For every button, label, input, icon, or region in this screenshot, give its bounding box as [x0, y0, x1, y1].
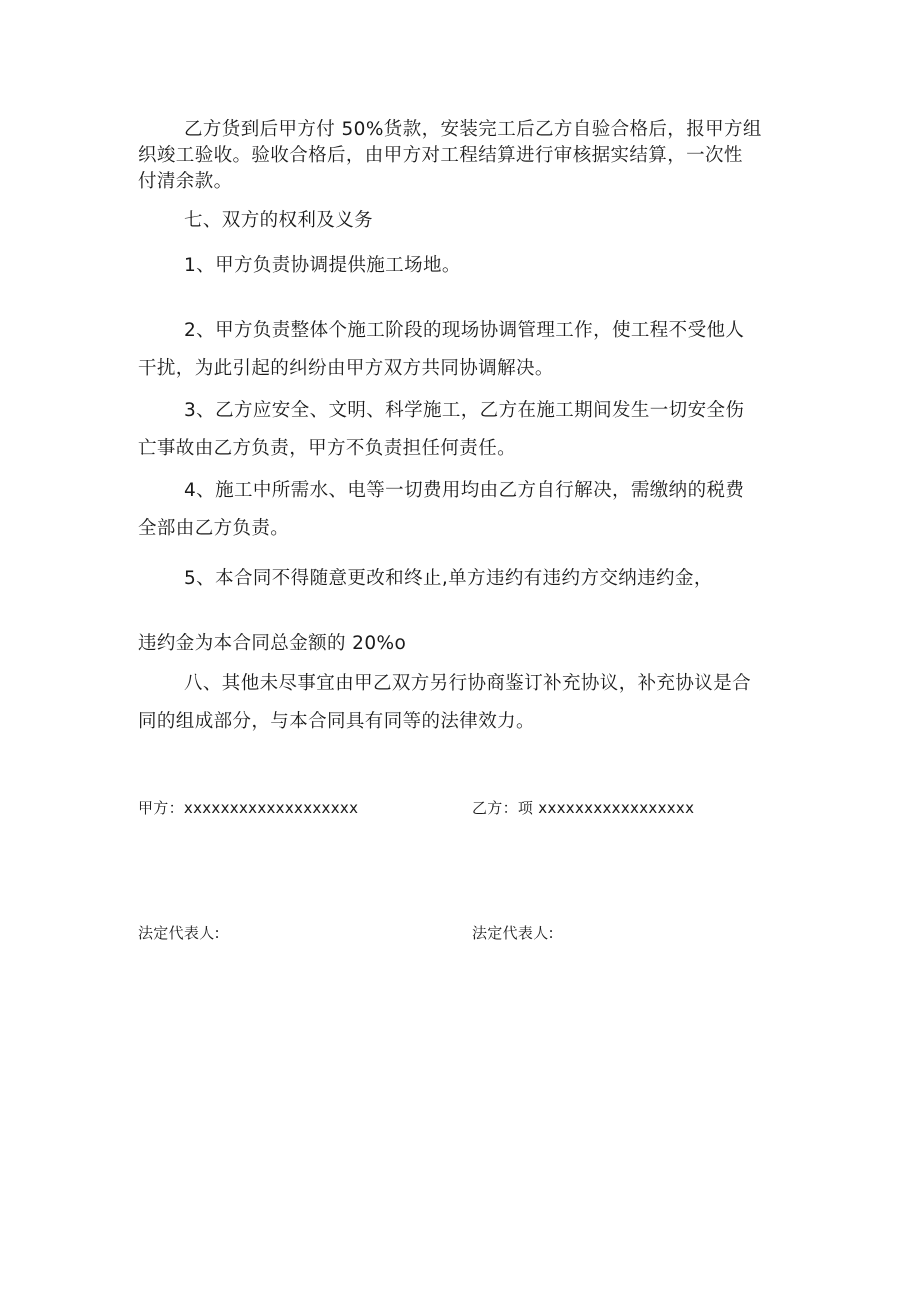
text-line: 乙方货到后甲方付 50%货款，安装完工后乙方自验合格后，报甲方组 — [184, 119, 762, 140]
text-line: 付清余款。 — [138, 171, 233, 192]
text-line: 3、乙方应安全、文明、科学施工，乙方在施工期间发生一切安全伤 — [184, 400, 745, 421]
clause-4 — [138, 478, 784, 542]
text-line: 亡事故由乙方负责，甲方不负责担任何责任。 — [138, 438, 517, 459]
payment-terms-paragraph — [138, 117, 784, 195]
party-a-signature-label: 甲方：xxxxxxxxxxxxxxxxxxx — [138, 799, 359, 817]
text-line: 同的组成部分，与本合同具有同等的法律效力。 — [138, 711, 535, 732]
text-line: 干扰，为此引起的纠纷由甲方双方共同协调解决。 — [138, 358, 554, 379]
text-line: 5、本合同不得随意更改和终止,单方违约有违约方交纳违约金， — [184, 568, 713, 589]
section-7-heading — [138, 208, 784, 234]
text-line: 4、施工中所需水、电等一切费用均由乙方自行解决，需缴纳的税费 — [184, 480, 745, 501]
clause-1 — [138, 253, 784, 279]
text-line: 2、甲方负责整体个施工阶段的现场协调管理工作，使工程不受他人 — [184, 320, 745, 341]
party-b-signature-label: 乙方：项 xxxxxxxxxxxxxxxxx — [472, 799, 695, 817]
text-line: 1、甲方负责协调提供施工场地。 — [184, 255, 461, 276]
text-line: 违约金为本合同总金额的 20%o — [138, 633, 407, 654]
text-line: 八、其他未尽事宜由甲乙双方另行协商鉴订补充协议，补充协议是合 — [184, 673, 752, 694]
clause-5-continuation — [138, 631, 784, 657]
text-line: 七、双方的权利及义务 — [184, 210, 374, 231]
party-b-legal-representative: 法定代表人: — [472, 924, 554, 942]
section-8 — [138, 671, 784, 735]
clause-2 — [138, 318, 784, 382]
party-a-legal-representative: 法定代表人: — [138, 924, 220, 942]
text-line: 全部由乙方负责。 — [138, 518, 290, 539]
text-line: 织竣工验收。验收合格后，由甲方对工程结算进行审核据实结算，一次性 — [138, 145, 743, 166]
clause-3 — [138, 398, 784, 462]
clause-5 — [138, 566, 784, 592]
